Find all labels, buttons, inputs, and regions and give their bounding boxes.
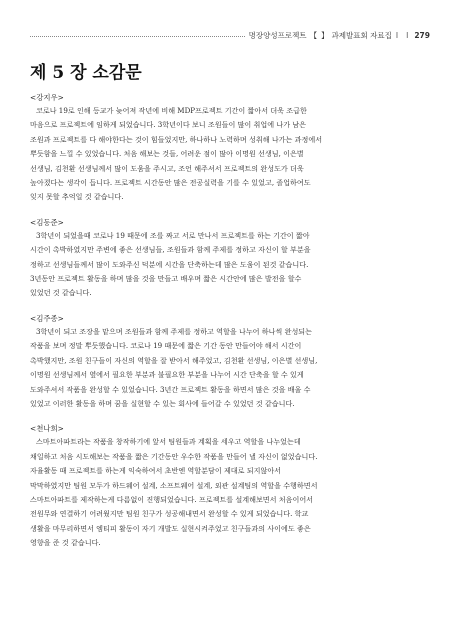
paragraph-line: 작품을 보며 정말 뿌듯했습니다. 코로나 19 때문에 짧은 기간 동안 만들어야 해서 시간이 xyxy=(30,341,302,351)
paragraph-line: 있었고 이러한 활동을 하며 꿈을 실현할 수 있는 회사에 들어갈 수 있었던 것 같습니다. xyxy=(30,398,295,408)
paragraph-line: 영향을 준 것 같습니다. xyxy=(30,538,101,548)
paragraph-line: 이명원 선생님께서 옆에서 필요한 부분과 불필요한 부분을 나누어 시간 단축을 할 수 있게 xyxy=(30,370,304,380)
section-paragraph xyxy=(30,229,428,301)
page-number: 279 xyxy=(414,30,430,40)
paragraph-line: 있었던 것 같습니다. xyxy=(30,288,92,298)
paragraph-line: 3년동안 프로젝트 활동을 하며 많을 것을 만들고 배우며 짧은 시간안에 많은 발전을 할수 xyxy=(30,274,302,284)
reflections-content xyxy=(30,92,428,563)
reflection-section xyxy=(30,423,428,550)
section-author-title: <김주종> xyxy=(30,313,64,323)
paragraph-line: 스마트아파트를 제작하는게 다름없이 진행되었습니다. 프로젝트를 설계해보면서 처음이어서 xyxy=(30,494,314,504)
page-header xyxy=(30,28,430,42)
paragraph-line: 스마트아파트라는 작품을 창작하기에 앞서 팀원들과 계획을 세우고 역할을 나누었는데 xyxy=(36,437,301,447)
paragraph-line: 정하고 선생님들께서 많이 도와주신 덕분에 시간을 단축하는데 많은 도움이 된것 같습니다. xyxy=(30,259,309,269)
section-author-title: <천나희> xyxy=(30,424,64,434)
paragraph-line: 코로나 19로 인해 등교가 늦어져 작년에 비해 MDP프로젝트 기간이 짧아서 더욱 조급한 xyxy=(36,106,307,115)
header-bracket-close: 】 xyxy=(321,30,329,40)
paragraph-line: 생활을 마무리하면서 엠티피 활동이 자기 개발도 실현시켜주었고 친구들과의 사이에도 좋은 xyxy=(30,523,311,533)
reflection-section xyxy=(30,92,428,205)
section-paragraph xyxy=(30,325,428,411)
paragraph-line: 막막하였지만 팀원 모두가 하드웨어 설계, 소프트웨어 설계, 외관 설계팀의 역할을 수행하면서 xyxy=(30,480,318,490)
reflection-section xyxy=(30,217,428,301)
paragraph-line: 뿌듯함을 느낄 수 있었습니다. 처음 해보는 것들, 어려운 점이 많아 이명원 선생님, 이은별 xyxy=(30,149,304,159)
section-author-title: <김동준> xyxy=(30,217,64,227)
paragraph-line: 높아졌다는 생각이 듭니다. 프로젝트 시간동안 많은 전공실력을 기를 수 있었고, 졸업하여도 xyxy=(30,178,311,188)
paragraph-line: 자율활동 때 프로젝트를 하는게 익숙하여서 초반엔 역할분담이 제대로 되지않아서 xyxy=(30,466,282,476)
paragraph-line: 선생님, 김천환 선생님께서 많이 도움을 주시고, 조언 해주셔서 프로젝트의 완성도가 더욱 xyxy=(30,163,304,173)
paragraph-line: 전원무와 연결하기 어려웠지만 팀원 친구가 성공해내면서 완성할 수 있게 되었습니다. 학교 xyxy=(30,509,309,519)
header-separator: I xyxy=(395,30,399,40)
paragraph-line: 3학년이 되었을때 코로나 19 때문에 조를 짜고 서로 만나서 프로젝트를 하는 기간이 짧아 xyxy=(36,230,310,240)
paragraph-line: 시간이 촉박하였지만 주변에 좋은 선생님들, 조원들과 함께 주제를 정하고 자신이 할 부분을 xyxy=(30,245,311,255)
paragraph-line: 조원과 프로젝트를 다 해야한다는 것이 힘들었지만, 하나하나 노력하며 성취해 나가는 과정에서 xyxy=(30,134,323,144)
header-separator-2: I xyxy=(406,30,409,40)
header-dotted-rule xyxy=(30,36,245,37)
header-bracket-open: 【 xyxy=(309,30,318,40)
section-paragraph xyxy=(30,435,428,550)
paragraph-line: 3학년이 되고 조장을 맡으며 조원들과 함께 주제를 정하고 역할을 나누어 하나씩 완성되는 xyxy=(36,326,313,336)
chapter-title: 제 5 장 소감문 xyxy=(30,63,142,83)
header-report-title: 과제발표회 자료집 xyxy=(331,30,392,40)
paragraph-line: 촉박했지만, 조원 친구들이 자신의 역할을 잘 받아서 해주었고, 김천환 선생님, 이은별 선생님, xyxy=(30,355,318,365)
paragraph-line: 마음으로 프로젝트에 임하게 되었습니다. 3학년이다 보니 조원들이 많이 취업에 나가 남은 xyxy=(30,120,307,130)
section-paragraph xyxy=(30,104,428,205)
paragraph-line: 잊지 못할 추억일 것 같습니다. xyxy=(30,192,124,202)
section-author-title: <강지우> xyxy=(30,93,64,102)
reflection-section xyxy=(30,313,428,411)
paragraph-line: 도와주셔서 작품을 완성할 수 있었습니다. 3년간 프로젝트 활동을 하면서 많은 것을 배울 수 xyxy=(30,384,311,394)
header-program-name: 명장양성프로젝트 xyxy=(248,30,307,40)
paragraph-line: 채일하고 처음 시도해보는 작품을 짧은 기간동안 우수한 작품을 만들어 낼 자신이 없었습니다. xyxy=(30,451,318,461)
